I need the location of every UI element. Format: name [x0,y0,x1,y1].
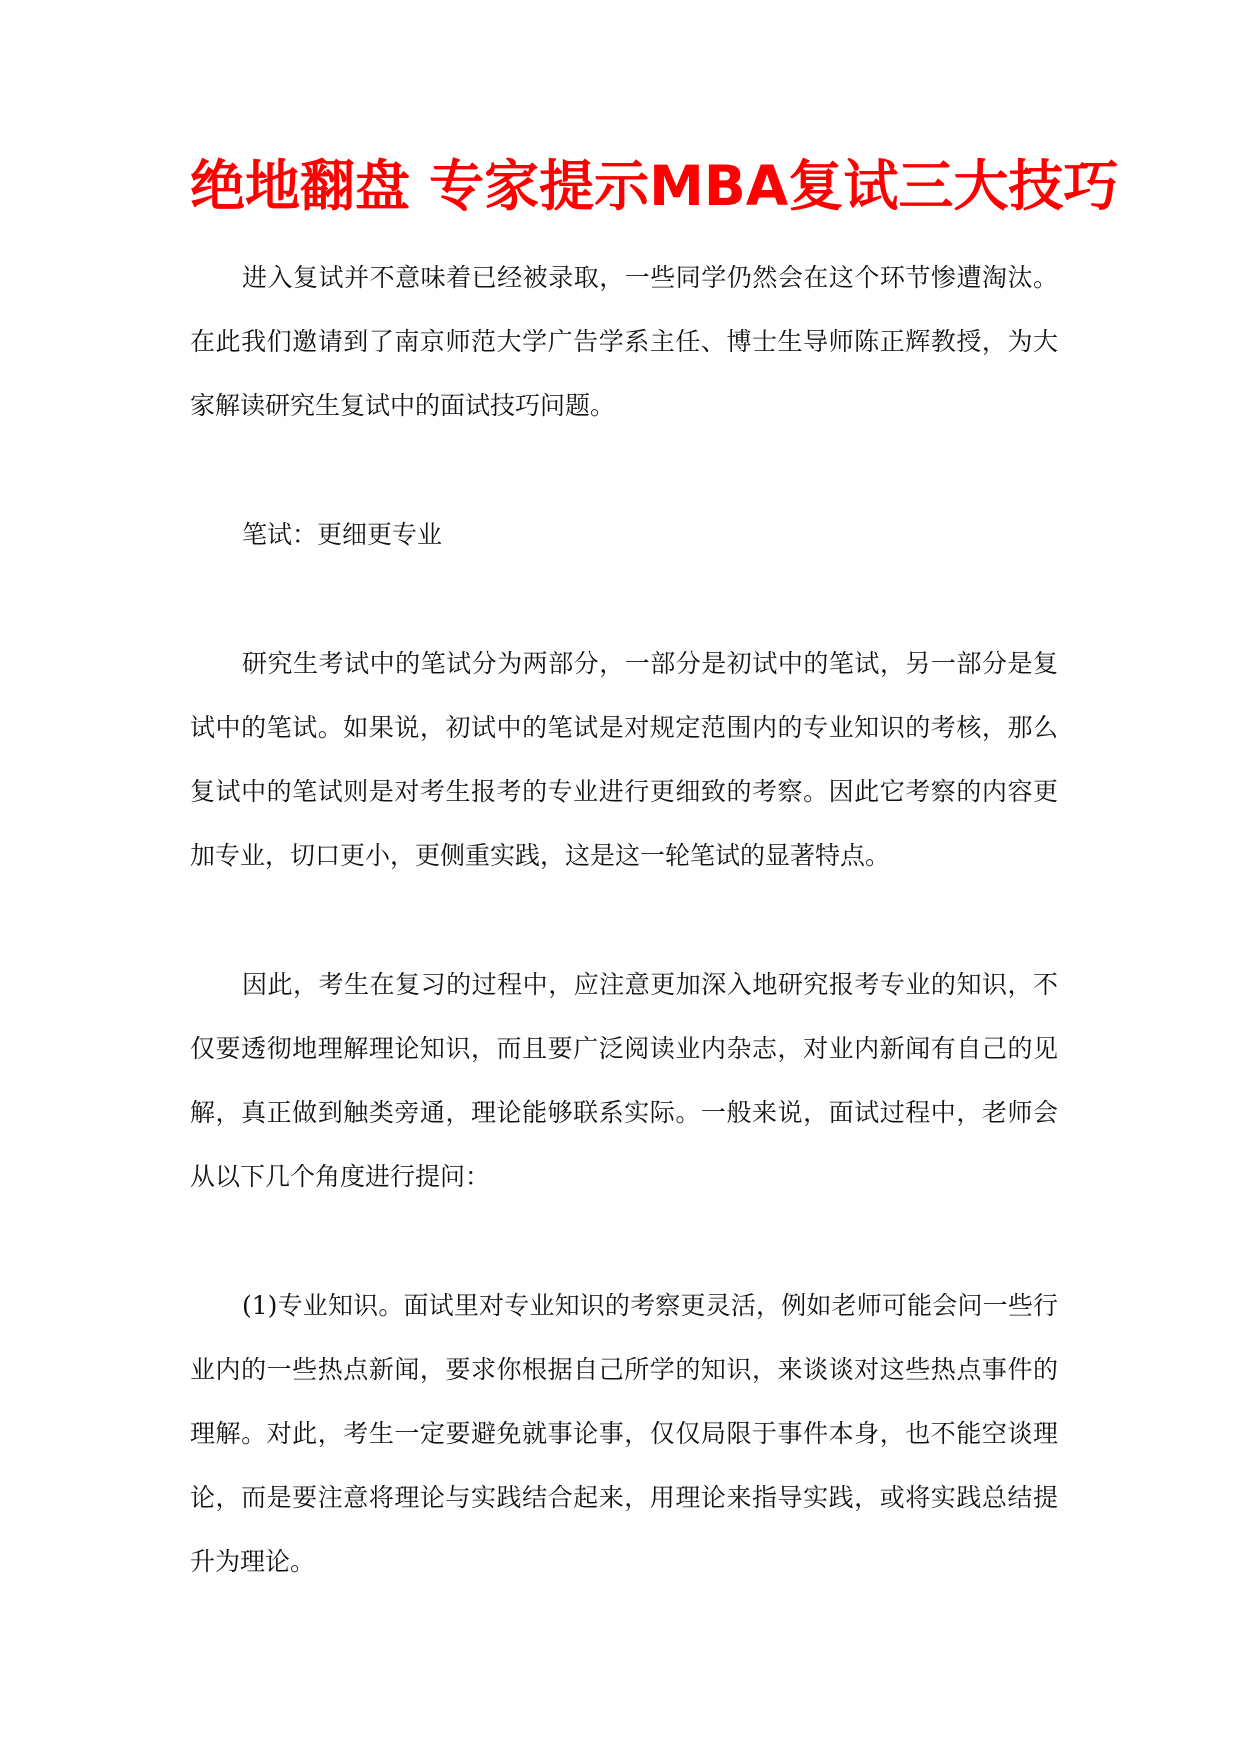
written-exam-paragraph: 研究生考试中的笔试分为两部分，一部分是初试中的笔试，另一部分是复试中的笔试。如果说，初试中的笔试是对规定范围内的专业知识的考核，那么复试中的笔试则是对考生报考的专业进行更细致的考察。因此它考察的内容更加专业，切口更小，更侧重实践，这是这一轮笔试的显著特点。 [190,649,1058,870]
document-title: 绝地翻盘 专家提示MBA复试三大技巧 [190,154,1119,218]
professional-knowledge-paragraph: (1)专业知识。面试里对专业知识的考察更灵活，例如老师可能会问一些行业内的一些热点新闻，要求你根据自己所学的知识，来谈谈对这些热点事件的理解。对此，考生一定要避免就事论事，仅仅局限于事件本身，也不能空谈理论，而是要注意将理论与实践结合起来，用理论来指导实践，或将实践总结提升为理论。 [190,1291,1058,1576]
preparation-paragraph: 因此，考生在复习的过程中，应注意更加深入地研究报考专业的知识，不仅要透彻地理解理论知识，而且要广泛阅读业内杂志，对业内新闻有自己的见解，真正做到触类旁通，理论能够联系实际。一般来说，面试过程中，老师会从以下几个角度进行提问： [190,970,1058,1191]
intro-paragraph: 进入复试并不意味着已经被录取，一些同学仍然会在这个环节惨遭淘汰。在此我们邀请到了南京师范大学广告学系主任、博士生导师陈正辉教授，为大家解读研究生复试中的面试技巧问题。 [190,263,1058,420]
section-heading-written-exam: 笔试：更细更专业 [242,520,443,549]
document-body [190,246,1058,1659]
